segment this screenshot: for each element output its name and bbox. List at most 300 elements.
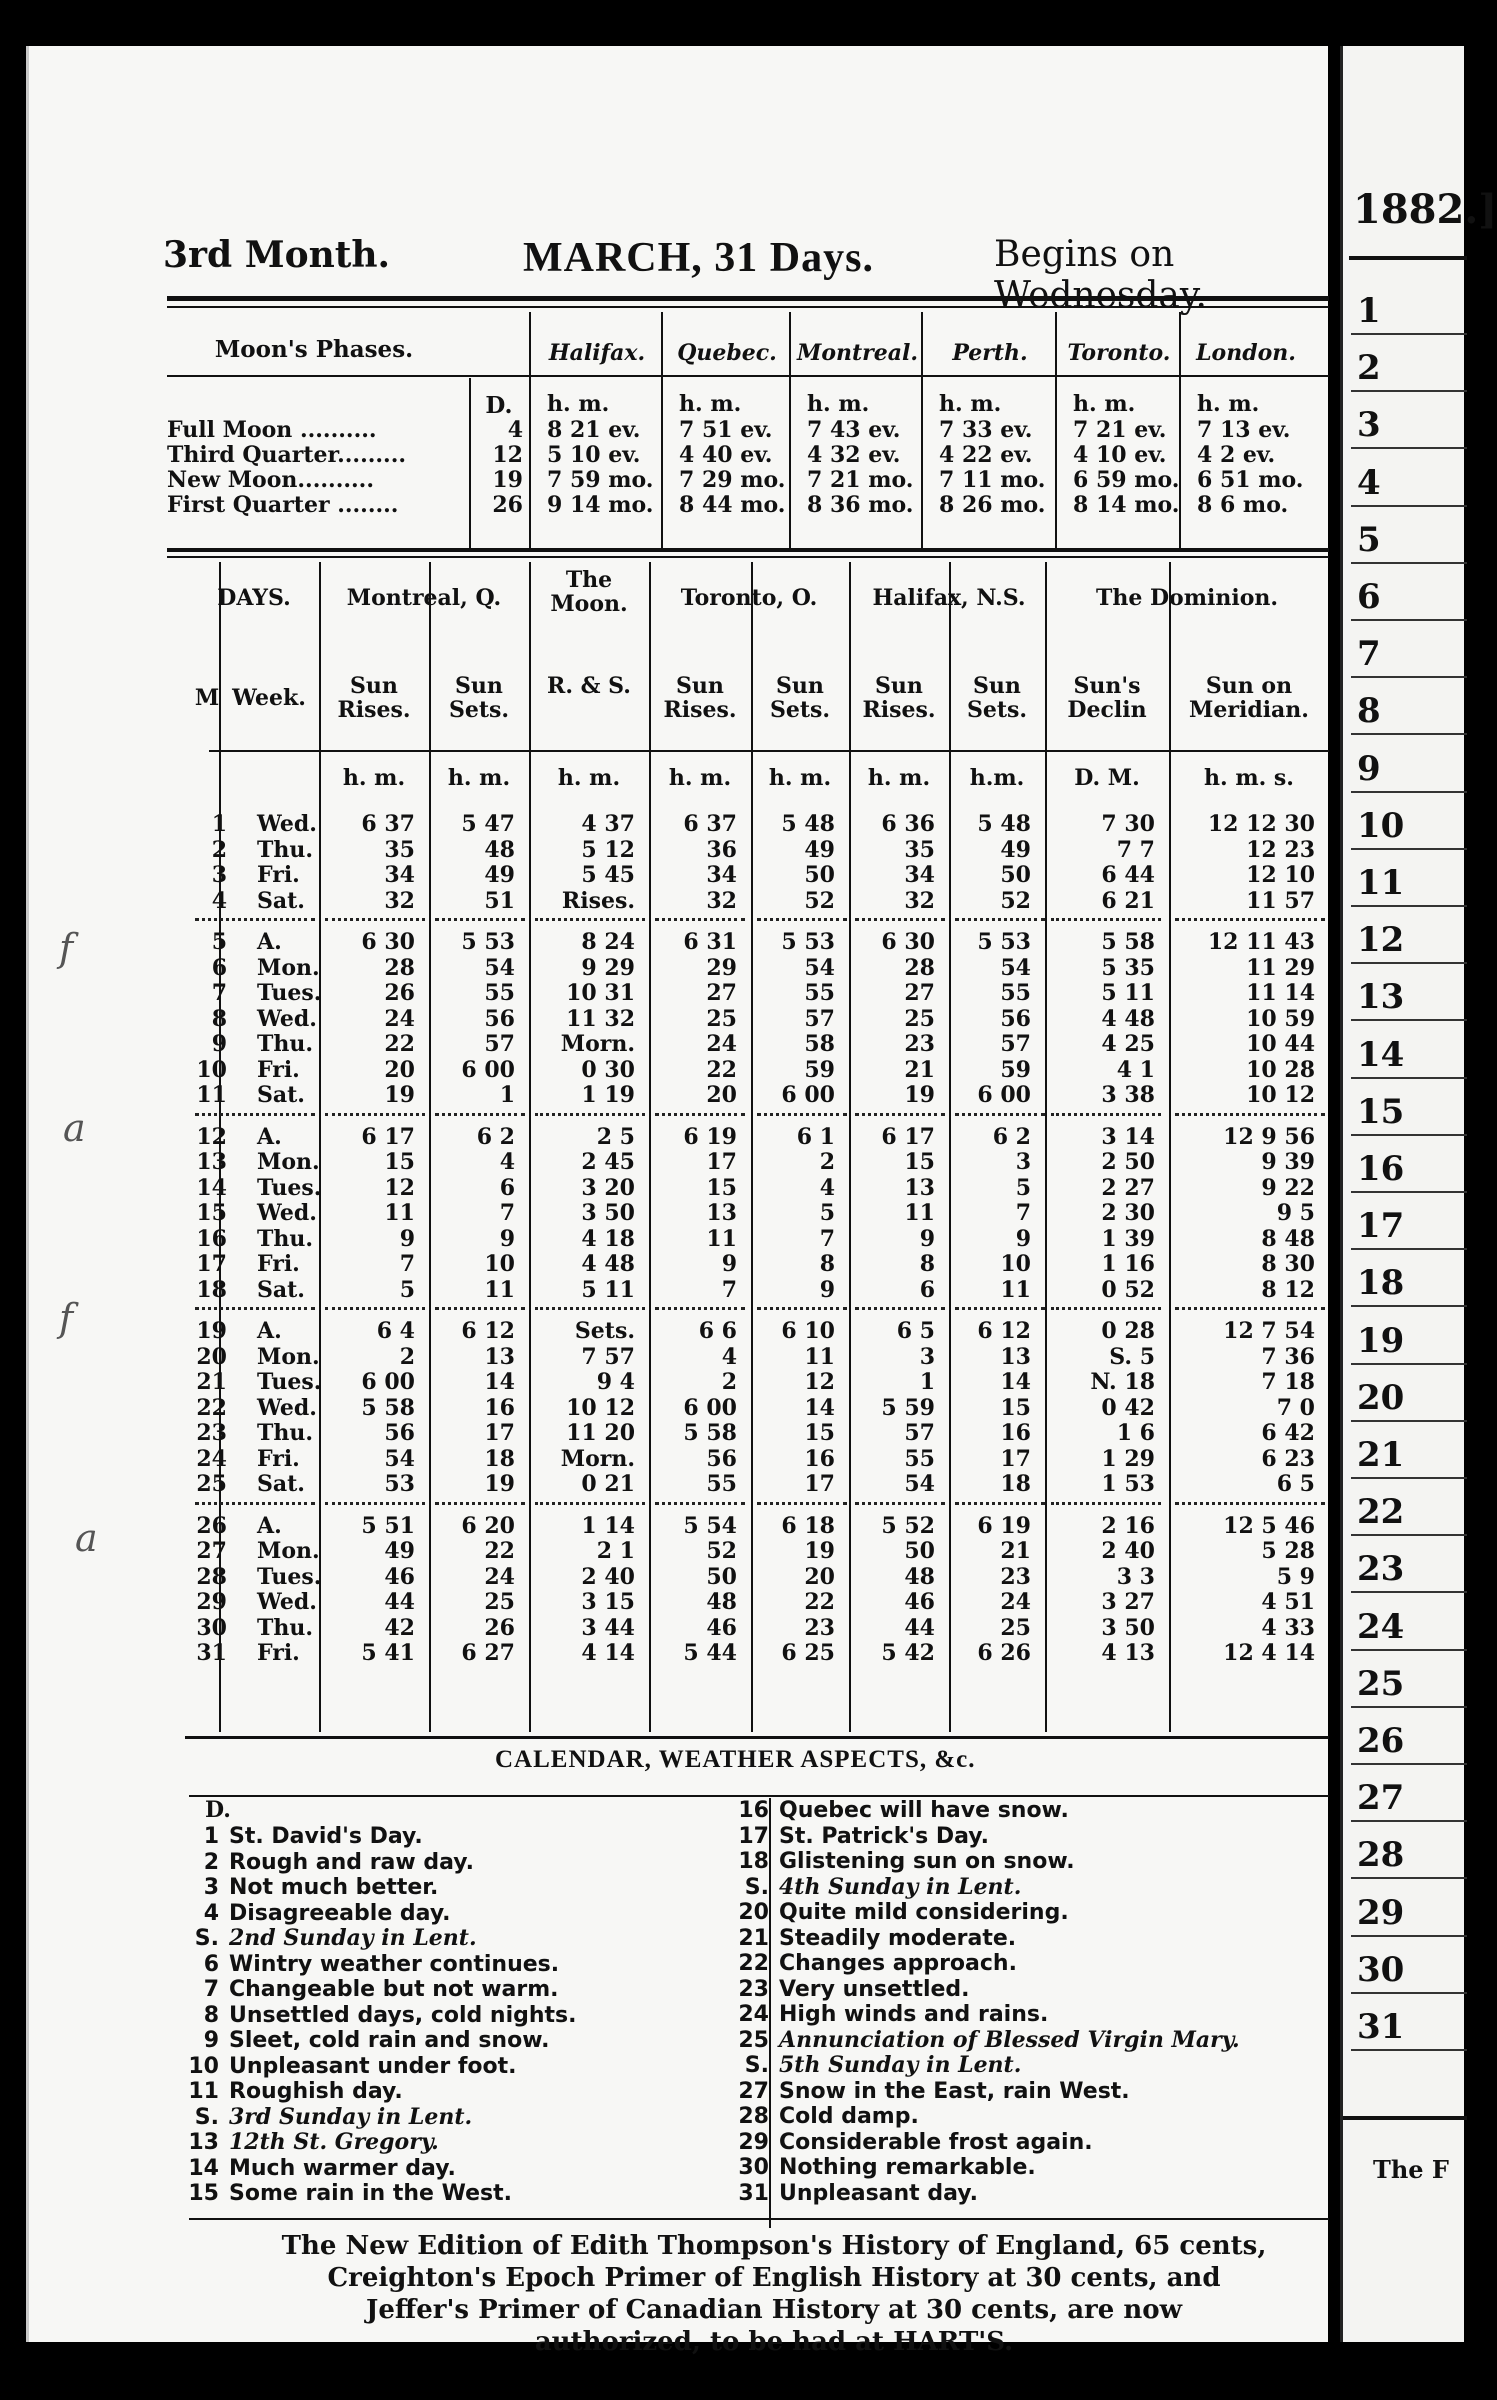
dotted-rule	[535, 918, 645, 921]
strip-line	[1351, 1420, 1467, 1422]
table-cell: 14	[484, 1369, 515, 1395]
table-cell: 46	[384, 1563, 415, 1590]
col-rule	[1045, 562, 1047, 1732]
col-rule	[949, 562, 951, 1732]
table-cell: 5 52	[881, 1512, 935, 1539]
table-cell: 55	[804, 980, 835, 1006]
table-cell: 55	[1000, 980, 1031, 1006]
calendar-entry-text: Unsettled days, cold nights.	[229, 2002, 577, 2028]
calendar-entry	[179, 2079, 403, 2105]
calendar-entry-day: 4	[203, 1900, 219, 1926]
dotted-rule	[955, 1307, 1045, 1310]
dotted-rule	[655, 1113, 745, 1116]
table-cell: 6 31	[683, 929, 737, 955]
dotted-rule	[535, 1307, 645, 1310]
advert-line: The New Edition of Edith Thompson's History of England, 65 cents,	[281, 2231, 1267, 2261]
calendar-entry	[179, 1850, 474, 1876]
dotted-rule	[325, 1307, 425, 1310]
table-cell: 7 30	[1101, 811, 1155, 837]
strip-line	[1351, 1477, 1467, 1479]
table-cell: Rises.	[561, 887, 635, 914]
moon-unit: h. m.	[547, 391, 610, 417]
rule	[189, 1795, 1329, 1797]
col-rule	[921, 312, 923, 548]
table-cell-day: 5	[211, 929, 227, 955]
strip-tail-text: The F	[1373, 2155, 1449, 2184]
table-cell: 20	[384, 1056, 415, 1083]
table-cell: 2 27	[1101, 1174, 1155, 1201]
table-cell: 4 51	[1261, 1589, 1315, 1615]
rule	[167, 548, 1329, 552]
moon-phase-time: 8 21 ev.	[547, 417, 641, 443]
table-cell: 32	[384, 887, 415, 914]
table-cell-day: 13	[196, 1149, 227, 1175]
table-cell: 12 23	[1246, 836, 1315, 863]
table-cell-day: 29	[196, 1589, 227, 1615]
moon-phase-time: 4 40 ev.	[679, 442, 773, 468]
col-rule	[1169, 562, 1171, 1732]
calendar-entry	[729, 2130, 1093, 2156]
advertisement	[189, 2230, 1359, 2358]
table-cell: 8	[819, 1251, 835, 1277]
table-cell: 17	[706, 1149, 737, 1175]
table-cell: 9	[919, 1225, 935, 1252]
table-cell-weekday: Sat.	[257, 1471, 305, 1497]
rule	[189, 2218, 1329, 2220]
strip-line	[1351, 791, 1467, 793]
moon-phase-time: 7 51 ev.	[679, 417, 773, 443]
table-cell: 29	[706, 954, 737, 981]
strip-day-number: 11	[1357, 863, 1405, 903]
calendar-entry	[729, 1926, 1016, 1952]
dotted-rule	[855, 1502, 945, 1505]
col-rule	[1179, 312, 1181, 548]
table-cell: 10 28	[1246, 1056, 1315, 1083]
moon-city-header: Toronto.	[1067, 340, 1171, 366]
calendar-entry-text: 12th St. Gregory.	[229, 2129, 439, 2155]
table-cell: 2	[819, 1149, 835, 1175]
table-cell: 6 10	[781, 1318, 835, 1344]
table-cell: 13	[904, 1174, 935, 1201]
table-cell: 8 24	[581, 929, 635, 955]
calendar-entry-day: 14	[188, 2155, 219, 2181]
table-cell: 15	[804, 1420, 835, 1446]
calendar-entry-day: 21	[738, 1925, 769, 1951]
calendar-entry-text: 3rd Sunday in Lent.	[229, 2103, 473, 2130]
dotted-rule	[855, 1113, 945, 1116]
table-cell: 28	[904, 954, 935, 981]
table-cell: 12 10	[1246, 862, 1315, 888]
calendar-entry-text: 2nd Sunday in Lent.	[229, 1925, 477, 1951]
col-rule	[469, 378, 471, 548]
table-cell: 25	[904, 1005, 935, 1032]
month-label: 3rd Month.	[163, 234, 391, 276]
moon-phase-name: Third Quarter.........	[167, 442, 407, 468]
moon-phase-day: 19	[492, 467, 523, 493]
margin-mark: a	[63, 1106, 86, 1150]
table-cell: 1	[499, 1082, 515, 1108]
calendar-entry-text: Unpleasant under foot.	[229, 2053, 517, 2079]
table-cell: 6 21	[1101, 887, 1155, 914]
table-col-header: Sun Rises.	[663, 673, 737, 723]
table-cell: 9	[819, 1276, 835, 1303]
moon-phase-time: 4 2 ev.	[1197, 442, 1276, 468]
table-unit: D. M.	[1074, 765, 1140, 791]
calendar-entry-day: 16	[738, 1798, 769, 1823]
dotted-rule	[195, 1502, 315, 1505]
table-cell: 24	[384, 1005, 415, 1032]
table-cell: 26	[384, 980, 415, 1006]
calendar-entry-text: Changeable but not warm.	[229, 1977, 559, 2002]
table-cell-weekday: Fri.	[257, 1056, 300, 1083]
table-cell: 32	[706, 887, 737, 914]
table-cell: 6 12	[977, 1318, 1031, 1344]
dotted-rule	[757, 1502, 847, 1505]
calendar-entry-text: Annunciation of Blessed Virgin Mary.	[779, 2026, 1240, 2053]
table-cell: 16	[1000, 1420, 1031, 1446]
table-cell-weekday: Wed.	[257, 1589, 317, 1615]
calendar-entry	[179, 2003, 577, 2029]
moon-unit: h. m.	[1073, 391, 1136, 417]
strip-day-number: 9	[1357, 748, 1381, 789]
calendar-entry-text: Cold damp.	[779, 2104, 919, 2129]
strip-line	[1351, 1248, 1467, 1250]
table-cell: 6 00	[683, 1394, 737, 1421]
moon-phase-time: 4 32 ev.	[807, 442, 901, 468]
calendar-entry	[729, 2181, 978, 2207]
table-cell: 3 3	[1116, 1563, 1155, 1590]
dotted-rule	[1175, 1502, 1325, 1505]
strip-line	[1351, 2049, 1467, 2051]
table-cell: 2 30	[1101, 1200, 1155, 1226]
strip-day-number: 23	[1357, 1549, 1405, 1590]
calendar-entry	[729, 1875, 1021, 1901]
table-cell-weekday: A.	[257, 1512, 282, 1539]
rule	[167, 306, 1329, 308]
table-cell: 5 58	[1101, 929, 1155, 955]
table-cell: 24	[1000, 1589, 1031, 1615]
table-group-header: The Moon.	[550, 567, 628, 617]
table-cell: 50	[904, 1538, 935, 1564]
calendar-entry-text: Quite mild considering.	[779, 1900, 1069, 1925]
calendar-entry-text: Disagreeable day.	[229, 1900, 451, 1926]
table-cell-day: 7	[211, 980, 227, 1006]
calendar-entry-text: Changes approach.	[779, 1951, 1017, 1976]
table-cell-weekday: Mon.	[257, 1343, 320, 1370]
dotted-rule	[325, 918, 425, 921]
calendar-entry	[729, 1951, 1017, 1977]
col-rule	[849, 562, 851, 1732]
table-cell: 9 39	[1261, 1149, 1315, 1175]
col-rule	[751, 562, 753, 1732]
rule	[167, 556, 1329, 558]
table-cell: 11 57	[1246, 887, 1315, 914]
table-cell: 4	[819, 1174, 835, 1201]
col-rule	[219, 562, 221, 1732]
table-group-header: The Dominion.	[1095, 585, 1279, 611]
strip-line	[1351, 1134, 1467, 1136]
dotted-rule	[1051, 1307, 1161, 1310]
calendar-entry-day: 20	[738, 1900, 769, 1925]
table-cell: 10 44	[1246, 1031, 1315, 1057]
calendar-entry-day: 13	[188, 2130, 219, 2155]
strip-line	[1351, 1591, 1467, 1593]
dotted-rule	[757, 918, 847, 921]
dotted-rule	[535, 1502, 645, 1505]
table-cell: 15	[904, 1149, 935, 1175]
margin-mark: f	[59, 926, 74, 970]
dotted-rule	[435, 1113, 525, 1116]
table-cell: 5	[1015, 1174, 1031, 1201]
table-cell-day: 20	[196, 1343, 227, 1370]
table-cell-weekday: Fri.	[257, 1251, 300, 1277]
calendar-entry-text: Much warmer day.	[229, 2155, 456, 2181]
table-cell-day: 9	[211, 1031, 227, 1057]
calendar-d-label: D.	[205, 1797, 231, 1823]
table-cell: 6 17	[361, 1123, 415, 1150]
table-cell: N. 18	[1090, 1369, 1155, 1395]
table-cell-weekday: Mon.	[257, 1538, 320, 1564]
table-cell: 55	[484, 980, 515, 1006]
table-cell: 1	[919, 1369, 935, 1395]
table-cell-day: 4	[211, 887, 227, 914]
table-unit: h. m.	[447, 765, 511, 791]
strip-line	[1351, 1992, 1467, 1994]
table-cell: 25	[1000, 1614, 1031, 1641]
strip-day-number: 18	[1357, 1263, 1405, 1304]
table-cell: 35	[384, 836, 415, 863]
table-cell: 6 00	[977, 1082, 1031, 1108]
strip-line	[1351, 390, 1467, 392]
table-cell: 11	[384, 1200, 415, 1226]
strip-line	[1351, 1935, 1467, 1937]
calendar-entry	[179, 2130, 439, 2156]
calendar-entry	[179, 2181, 512, 2207]
table-cell-weekday: Thu.	[257, 1614, 314, 1641]
moon-phase-time: 7 21 ev.	[1073, 417, 1167, 443]
table-cell: 1 53	[1101, 1471, 1155, 1497]
table-col-header: Sun Sets.	[966, 673, 1028, 723]
table-cell: 11 20	[566, 1420, 635, 1446]
calendar-entry-day: 7	[203, 1977, 219, 2002]
moon-city-header: Halifax.	[548, 340, 646, 366]
table-cell-weekday: A.	[257, 1318, 282, 1344]
strip-line	[1351, 1019, 1467, 1021]
table-cell-weekday: Tues.	[257, 1174, 322, 1201]
moon-unit: h. m.	[807, 391, 870, 417]
calendar-entry	[179, 1901, 451, 1927]
table-cell: 1 6	[1116, 1420, 1155, 1446]
calendar-entry	[729, 2155, 1036, 2181]
calendar-entry-text: Very unsettled.	[779, 1976, 970, 2002]
table-cell: 11	[1000, 1276, 1031, 1303]
table-cell-day: 27	[196, 1538, 227, 1564]
table-cell: 10 31	[566, 980, 635, 1006]
table-cell: 4	[499, 1149, 515, 1175]
table-cell-weekday: Tues.	[257, 1563, 322, 1590]
table-cell: 56	[384, 1420, 415, 1446]
moon-phase-time: 8 44 mo.	[679, 492, 786, 518]
year-label: 1882.]	[1353, 186, 1497, 233]
table-cell: 3 20	[581, 1174, 635, 1201]
col-rule	[661, 312, 663, 548]
table-cell: 7	[499, 1200, 515, 1226]
table-cell: 6 4	[376, 1318, 415, 1344]
table-cell-day: 1	[211, 811, 227, 837]
table-cell: 15	[706, 1174, 737, 1201]
table-cell-day: 30	[196, 1614, 227, 1641]
table-cell: 6 30	[881, 929, 935, 955]
dotted-rule	[535, 1113, 645, 1116]
table-cell: 10 12	[566, 1394, 635, 1421]
calendar-entry-day: S.	[194, 1926, 219, 1951]
table-cell: 9 29	[581, 954, 635, 981]
table-cell: 48	[904, 1563, 935, 1590]
col-rule	[529, 312, 531, 548]
table-cell: 6 6	[698, 1318, 737, 1344]
moon-phase-time: 8 6 mo.	[1197, 492, 1289, 518]
moon-phase-day: 4	[507, 417, 523, 443]
col-rule	[649, 562, 651, 1732]
table-cell: 25	[484, 1589, 515, 1615]
calendar-entry	[729, 1798, 1069, 1824]
strip-day-number: 3	[1357, 405, 1381, 446]
table-cell: 11 32	[566, 1005, 635, 1032]
table-cell-day: 24	[196, 1445, 227, 1472]
table-cell-day: 25	[196, 1471, 227, 1497]
moon-phase-name: New Moon..........	[167, 467, 374, 493]
col-rule	[529, 562, 531, 1732]
calendar-entry	[179, 2156, 456, 2182]
table-cell: 14	[804, 1394, 835, 1421]
begins-label: Begins on Wednesday.	[994, 234, 1207, 316]
table-col-header: Week.	[232, 685, 306, 711]
table-cell: 5 48	[781, 811, 835, 837]
calendar-entry	[729, 2053, 1021, 2079]
strip-line	[1351, 962, 1467, 964]
calendar-entry-day: 9	[203, 2028, 219, 2053]
table-cell: 11 14	[1246, 980, 1315, 1006]
strip-day-number: 28	[1357, 1835, 1405, 1876]
table-group-header: Montreal, Q.	[346, 585, 502, 611]
calendar-entry	[179, 1875, 438, 1901]
table-unit: h. m.	[867, 765, 931, 791]
table-cell: 6 00	[461, 1056, 515, 1083]
strip-line	[1351, 1877, 1467, 1879]
table-cell: 17	[804, 1471, 835, 1497]
table-cell: 57	[484, 1031, 515, 1057]
table-cell: 10 12	[1246, 1082, 1315, 1108]
moon-phase-day: 12	[492, 442, 523, 468]
table-cell: 0 30	[581, 1056, 635, 1083]
strip-day-number: 24	[1357, 1606, 1405, 1647]
table-cell: 12 5 46	[1223, 1512, 1315, 1539]
calendar-entry-text: St. Patrick's Day.	[779, 1823, 989, 1849]
table-cell: 6 19	[977, 1512, 1031, 1539]
table-cell: 14	[1000, 1369, 1031, 1395]
strip-day-number: 8	[1357, 691, 1381, 732]
table-cell: 8	[919, 1251, 935, 1277]
table-cell: 5 35	[1101, 954, 1155, 981]
table-cell: 3	[1015, 1149, 1031, 1175]
table-cell-day: 31	[196, 1640, 227, 1666]
table-cell: 6 00	[361, 1369, 415, 1395]
table-cell: 24	[706, 1031, 737, 1057]
moon-city-header: London.	[1196, 340, 1296, 366]
table-cell: 26	[484, 1614, 515, 1641]
table-cell: 56	[484, 1005, 515, 1032]
table-cell: 7 18	[1261, 1369, 1315, 1395]
strip-day-number: 25	[1357, 1663, 1405, 1704]
strip-day-number: 13	[1357, 977, 1405, 1018]
table-cell: 18	[484, 1445, 515, 1472]
table-cell: Sets.	[574, 1318, 635, 1344]
table-cell: 22	[484, 1538, 515, 1564]
strip-line	[1351, 905, 1467, 907]
table-cell: 13	[706, 1200, 737, 1226]
moon-phase-time: 6 51 mo.	[1197, 467, 1304, 493]
table-unit: h. m. s.	[1204, 765, 1294, 791]
table-cell-day: 11	[196, 1082, 227, 1108]
table-cell: 3	[919, 1343, 935, 1370]
dotted-rule	[655, 918, 745, 921]
strip-rule	[1343, 2116, 1467, 2120]
table-cell: 5 47	[461, 811, 515, 837]
strip-day-number: 4	[1357, 462, 1381, 503]
table-cell: 10	[484, 1251, 515, 1277]
moon-phase-time: 7 43 ev.	[807, 417, 901, 443]
table-cell: 57	[1000, 1031, 1031, 1057]
table-cell: 19	[384, 1082, 415, 1108]
table-cell: 5 58	[683, 1420, 737, 1446]
table-cell: 23	[904, 1031, 935, 1057]
table-cell: 5 53	[977, 929, 1031, 955]
table-cell: 16	[484, 1394, 515, 1421]
table-cell: 5 11	[1101, 980, 1155, 1006]
table-col-header: Sun's Declin	[1067, 673, 1147, 723]
moon-phase-time: 7 59 mo.	[547, 467, 654, 493]
table-cell: 36	[706, 836, 737, 863]
margin-mark: a	[75, 1516, 98, 1560]
strip-day-number: 10	[1357, 805, 1405, 846]
table-cell-day: 28	[196, 1563, 227, 1590]
strip-day-number: 26	[1357, 1721, 1405, 1761]
dotted-rule	[655, 1502, 745, 1505]
table-cell: 2 40	[581, 1563, 635, 1590]
table-group-header: Toronto, O.	[680, 585, 818, 611]
moon-city-header: Perth.	[952, 340, 1028, 366]
table-cell: 6 30	[361, 929, 415, 955]
calendar-entry-day: 15	[188, 2181, 219, 2206]
table-cell: 7	[399, 1251, 415, 1277]
calendar-entry	[729, 2002, 1048, 2028]
table-cell: 5	[399, 1276, 415, 1303]
table-cell: 5	[819, 1200, 835, 1226]
table-cell: 19	[904, 1082, 935, 1108]
calendar-entry-day: 18	[738, 1849, 769, 1874]
table-cell: 52	[706, 1538, 737, 1564]
table-cell: 7 0	[1276, 1394, 1315, 1421]
moon-city-header: Montreal.	[797, 340, 919, 366]
table-cell: 2 5	[596, 1123, 635, 1150]
calendar-entry	[729, 1824, 989, 1850]
table-cell: 34	[904, 862, 935, 888]
table-cell: 5 9	[1276, 1563, 1315, 1590]
table-cell: 27	[904, 980, 935, 1006]
table-cell: 23	[1000, 1563, 1031, 1590]
table-cell: 6 44	[1101, 862, 1155, 888]
table-cell: 3 38	[1101, 1082, 1155, 1108]
